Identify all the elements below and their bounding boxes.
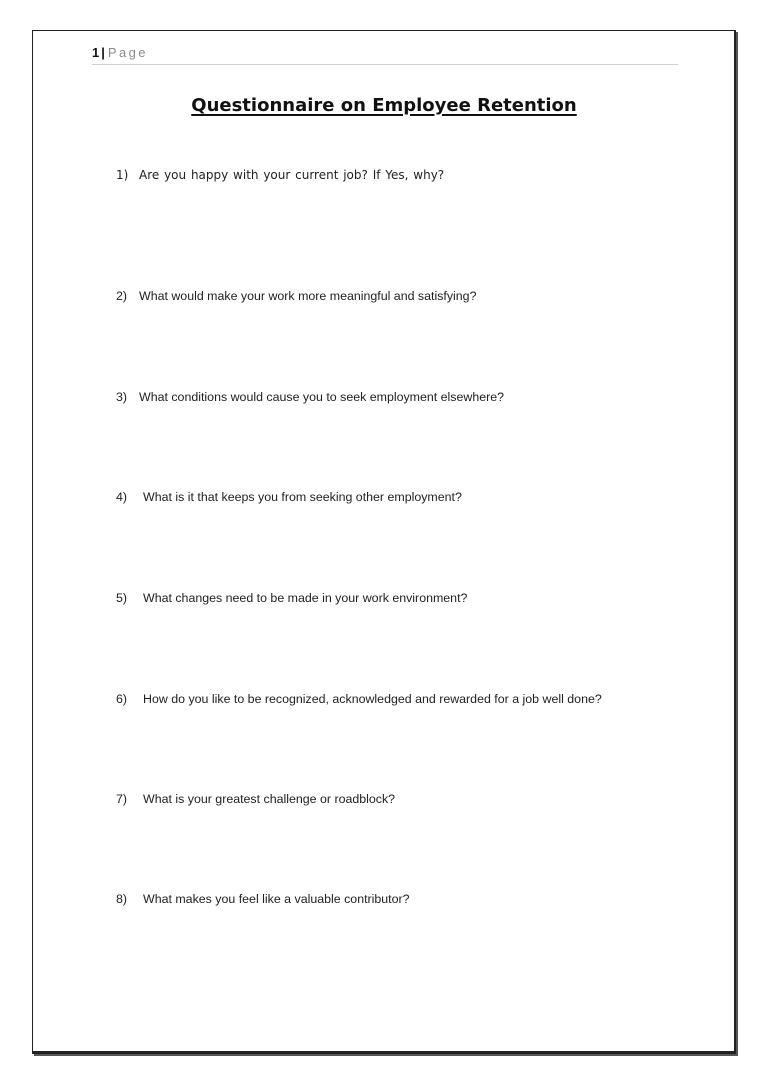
question-5: [116, 590, 467, 606]
question-6: [116, 691, 602, 707]
question-text: What is your greatest challenge or roadblock?: [143, 792, 396, 806]
question-number: 6): [116, 692, 128, 706]
question-1: [116, 167, 444, 183]
question-number: 5): [116, 591, 128, 605]
question-number: 3): [116, 390, 128, 404]
question-text: What is it that keeps you from seeking other employment?: [143, 490, 462, 504]
question-3: [116, 389, 504, 405]
question-text: What conditions would cause you to seek employment elsewhere?: [139, 390, 505, 404]
question-7: [116, 791, 395, 807]
question-number: 4): [116, 490, 128, 504]
question-4: [116, 489, 462, 505]
document-title-text: Questionnaire on Employee Retention: [191, 95, 577, 116]
question-text: What makes you feel like a valuable contributor?: [143, 892, 410, 906]
question-text: What would make your work more meaningful and satisfying?: [139, 289, 477, 303]
question-text: Are you happy with your current job? If Yes, why?: [139, 168, 445, 182]
question-number: 1): [116, 168, 129, 182]
question-text: How do you like to be recognized, acknowledged and rewarded for a job well done?: [143, 692, 602, 706]
document-title: [0, 95, 768, 116]
question-number: 8): [116, 892, 128, 906]
question-number: 2): [116, 289, 128, 303]
question-text: What changes need to be made in your work environment?: [143, 591, 468, 605]
page-number: 1: [92, 45, 100, 60]
page-header: [92, 44, 678, 65]
question-8: [116, 891, 410, 907]
question-number: 7): [116, 792, 128, 806]
question-2: [116, 288, 476, 304]
header-separator: |: [101, 45, 105, 60]
page-label: Page: [107, 45, 148, 60]
